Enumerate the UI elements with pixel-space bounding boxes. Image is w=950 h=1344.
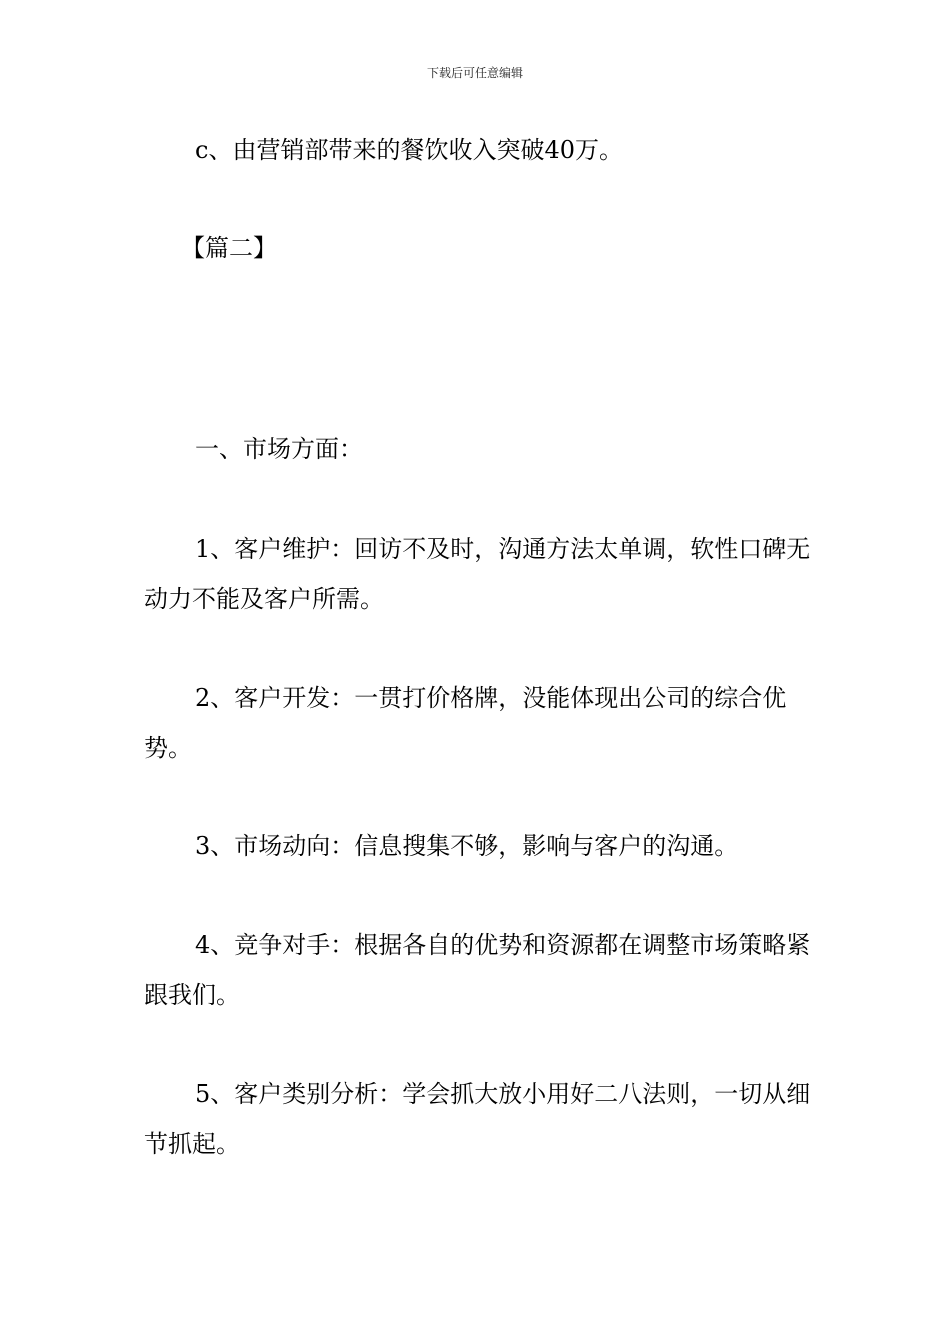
- section-heading-market: 一、市场方面：: [195, 435, 363, 463]
- paragraph-catering-revenue: c、由营销部带来的餐饮收入突破40万。: [195, 136, 623, 164]
- paragraph-customer-maintenance: 1、客户维护：回访不及时，沟通方法太单调，软性口碑无动力不能及客户所需。: [144, 535, 811, 613]
- paragraph-competitors: 4、竞争对手：根据各自的优势和资源都在调整市场策略紧跟我们。: [144, 931, 811, 1009]
- paragraph-customer-development: 2、客户开发：一贯打价格牌，没能体现出公司的综合优势。: [144, 684, 787, 762]
- section-heading-part-two: 【篇二】: [181, 234, 277, 262]
- paragraph-market-trends: 3、市场动向：信息搜集不够，影响与客户的沟通。: [195, 832, 739, 860]
- paragraph-customer-category-analysis: 5、客户类别分析：学会抓大放小用好二八法则，一切从细节抓起。: [144, 1080, 811, 1158]
- header-note: 下载后可任意编辑: [426, 66, 523, 80]
